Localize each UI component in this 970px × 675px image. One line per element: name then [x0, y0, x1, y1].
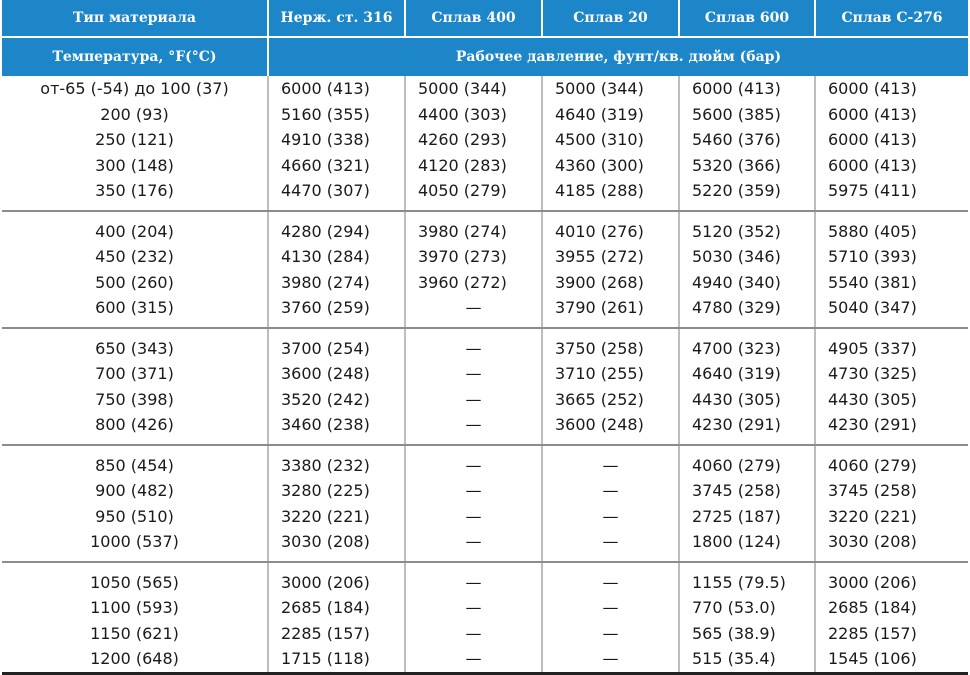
pressure-cell: 1155 (79.5): [679, 562, 815, 596]
pressure-cell: 3030 (208): [268, 529, 405, 562]
pressure-cell: 4640 (319): [679, 361, 815, 387]
pressure-cell: 2685 (184): [815, 595, 968, 621]
temperature-cell: 600 (315): [2, 295, 268, 328]
pressure-cell: 3750 (258): [542, 328, 679, 362]
pressure-cell: —: [405, 646, 542, 673]
pressure-cell: 4060 (279): [815, 445, 968, 479]
table-row: [2, 562, 968, 596]
pressure-cell: 4660 (321): [268, 153, 405, 179]
temperature-cell: 700 (371): [95, 364, 174, 383]
pressure-cell: 4905 (337): [815, 328, 968, 362]
pressure-cell: 4940 (340): [679, 270, 815, 296]
temperature-cell: 900 (482): [95, 481, 174, 500]
pressure-cell: —: [542, 529, 679, 562]
pressure-cell: 3600 (248): [268, 361, 405, 387]
table-row: [2, 102, 968, 128]
pressure-cell: 4700 (323): [679, 328, 815, 362]
pressure-cell: 515 (35.4): [679, 646, 815, 673]
temperature-cell: 950 (510): [95, 506, 174, 526]
pressure-cell: 3220 (221): [268, 504, 405, 530]
table-row: [2, 361, 968, 387]
pressure-cell: 565 (38.9): [679, 621, 815, 647]
header-working-pressure: Рабочее давление, фунт/кв. дюйм (бар): [268, 37, 968, 76]
pressure-cell: 3900 (268): [542, 270, 679, 296]
header-material-type: Тип материала: [2, 0, 268, 37]
pressure-cell: 4050 (279): [405, 178, 542, 211]
pressure-cell: —: [405, 412, 542, 445]
pressure-cell: 3030 (208): [815, 529, 968, 562]
pressure-cell: 5220 (359): [679, 178, 815, 211]
pressure-cell: 4260 (293): [405, 127, 542, 153]
pressure-cell: 5460 (376): [679, 127, 815, 153]
pressure-cell: 4360 (300): [542, 153, 679, 179]
table-header: [2, 0, 968, 76]
table-row: [2, 646, 968, 673]
header-alloy600: Сплав 600: [679, 0, 815, 37]
temperature-cell: 200 (93): [100, 104, 169, 124]
pressure-cell: 2285 (157): [268, 621, 405, 647]
header-temperature: Температура, °F(°C): [2, 37, 268, 76]
table-row: [2, 445, 968, 479]
header-alloy400: Сплав 400: [405, 0, 542, 37]
pressure-cell: —: [405, 361, 542, 387]
pressure-cell: —: [405, 621, 542, 647]
pressure-cell: 3745 (258): [815, 478, 968, 504]
pressure-cell: 3700 (254): [268, 328, 405, 362]
pressure-cell: —: [405, 295, 542, 328]
pressure-cell: —: [542, 504, 679, 530]
table-row: [2, 76, 968, 102]
pressure-cell: —: [542, 562, 679, 596]
pressure-cell: —: [542, 595, 679, 621]
pressure-cell: 3955 (272): [542, 244, 679, 270]
pressure-cell: —: [405, 529, 542, 562]
table-row: [2, 478, 968, 504]
temperature-cell: 400 (204): [95, 221, 174, 241]
table-body: [2, 76, 968, 673]
pressure-cell: 5710 (393): [815, 244, 968, 270]
pressure-cell: 4230 (291): [679, 412, 815, 445]
pressure-cell: 6000 (413): [815, 76, 968, 102]
pressure-cell: 2685 (184): [268, 595, 405, 621]
pressure-cell: 3000 (206): [815, 562, 968, 596]
pressure-cell: 3790 (261): [542, 295, 679, 328]
pressure-cell: 1715 (118): [268, 646, 405, 673]
pressure-cell: 4500 (310): [542, 127, 679, 153]
pressure-cell: —: [405, 504, 542, 530]
header-row-material: [2, 0, 968, 37]
table-row: [2, 127, 968, 153]
pressure-cell: 4230 (291): [815, 412, 968, 445]
header-ss316: Нерж. ст. 316: [268, 0, 405, 37]
pressure-cell: 3665 (252): [542, 387, 679, 413]
pressure-cell: 3745 (258): [679, 478, 815, 504]
pressure-cell: 5040 (347): [815, 295, 968, 328]
temperature-cell: 650 (343): [95, 338, 174, 358]
table-row: [2, 595, 968, 621]
temperature-cell: 850 (454): [95, 455, 174, 475]
pressure-cell: —: [542, 445, 679, 479]
table-row: [2, 504, 968, 530]
pressure-cell: 2285 (157): [815, 621, 968, 647]
table-row: [2, 295, 968, 328]
pressure-cell: 3460 (238): [268, 412, 405, 445]
pressure-cell: 5120 (352): [679, 211, 815, 245]
temperature-cell: 1150 (621): [90, 623, 179, 643]
table-row: [2, 529, 968, 562]
header-row-temperature: [2, 37, 968, 76]
pressure-cell: —: [405, 478, 542, 504]
pressure-cell: 3220 (221): [815, 504, 968, 530]
pressure-cell: —: [405, 445, 542, 479]
temperature-cell: 1000 (537): [2, 529, 268, 562]
header-alloyc276: Сплав С-276: [815, 0, 968, 37]
pressure-cell: —: [405, 328, 542, 362]
pressure-cell: 4130 (284): [268, 244, 405, 270]
pressure-cell: 5000 (344): [542, 76, 679, 102]
table-row: [2, 270, 968, 296]
table-row: [2, 621, 968, 647]
temperature-cell: 300 (148): [95, 155, 174, 175]
pressure-cell: 770 (53.0): [679, 595, 815, 621]
pressure-cell: 3000 (206): [268, 562, 405, 596]
temperature-cell: 350 (176): [2, 178, 268, 211]
pressure-cell: —: [542, 478, 679, 504]
pressure-cell: 3760 (259): [268, 295, 405, 328]
pressure-cell: —: [405, 562, 542, 596]
temperature-cell: 500 (260): [95, 272, 174, 292]
temperature-cell: 1100 (593): [90, 598, 179, 617]
pressure-cell: 6000 (413): [679, 76, 815, 102]
temperature-cell: 450 (232): [95, 247, 174, 266]
temperature-cell: 1050 (565): [90, 572, 179, 592]
pressure-cell: 5880 (405): [815, 211, 968, 245]
temperature-cell: 750 (398): [95, 389, 174, 409]
pressure-cell: —: [542, 621, 679, 647]
table-row: [2, 412, 968, 445]
pressure-cell: 4780 (329): [679, 295, 815, 328]
pressure-cell: 6000 (413): [268, 76, 405, 102]
pressure-cell: 3980 (274): [268, 270, 405, 296]
pressure-cell: 4430 (305): [679, 387, 815, 413]
pressure-cell: 4470 (307): [268, 178, 405, 211]
pressure-cell: 4185 (288): [542, 178, 679, 211]
temperature-cell: 250 (121): [95, 130, 174, 149]
table-row: [2, 328, 968, 362]
temperature-cell: 800 (426): [2, 412, 268, 445]
pressure-cell: 6000 (413): [815, 102, 968, 128]
temperature-cell: от-65 (-54) до 100 (37): [40, 79, 229, 98]
pressure-cell: 6000 (413): [815, 153, 968, 179]
pressure-cell: 3970 (273): [405, 244, 542, 270]
header-alloy20: Сплав 20: [542, 0, 679, 37]
pressure-cell: 3380 (232): [268, 445, 405, 479]
table-row: [2, 211, 968, 245]
pressure-cell: 1800 (124): [679, 529, 815, 562]
pressure-cell: 5600 (385): [679, 102, 815, 128]
pressure-cell: 5540 (381): [815, 270, 968, 296]
pressure-cell: 5030 (346): [679, 244, 815, 270]
pressure-rating-table: [2, 0, 968, 675]
pressure-cell: 3520 (242): [268, 387, 405, 413]
table-row: [2, 244, 968, 270]
table-row: [2, 387, 968, 413]
pressure-cell: 4280 (294): [268, 211, 405, 245]
pressure-cell: —: [405, 387, 542, 413]
pressure-cell: 3280 (225): [268, 478, 405, 504]
pressure-cell: 5320 (366): [679, 153, 815, 179]
pressure-cell: —: [405, 595, 542, 621]
pressure-cell: 5000 (344): [405, 76, 542, 102]
pressure-cell: 4400 (303): [405, 102, 542, 128]
pressure-cell: 4120 (283): [405, 153, 542, 179]
pressure-cell: 4730 (325): [815, 361, 968, 387]
pressure-cell: 5975 (411): [815, 178, 968, 211]
pressure-cell: 5160 (355): [268, 102, 405, 128]
pressure-cell: 3600 (248): [542, 412, 679, 445]
pressure-cell: 3960 (272): [405, 270, 542, 296]
pressure-cell: 6000 (413): [815, 127, 968, 153]
pressure-cell: 4060 (279): [679, 445, 815, 479]
pressure-cell: 4430 (305): [815, 387, 968, 413]
pressure-cell: 4910 (338): [268, 127, 405, 153]
pressure-cell: 1545 (106): [815, 646, 968, 673]
table-row: [2, 153, 968, 179]
pressure-cell: 3710 (255): [542, 361, 679, 387]
pressure-cell: —: [542, 646, 679, 673]
table-row: [2, 178, 968, 211]
pressure-cell: 4640 (319): [542, 102, 679, 128]
temperature-cell: 1200 (648): [2, 646, 268, 673]
pressure-cell: 4010 (276): [542, 211, 679, 245]
pressure-cell: 2725 (187): [679, 504, 815, 530]
pressure-cell: 3980 (274): [405, 211, 542, 245]
